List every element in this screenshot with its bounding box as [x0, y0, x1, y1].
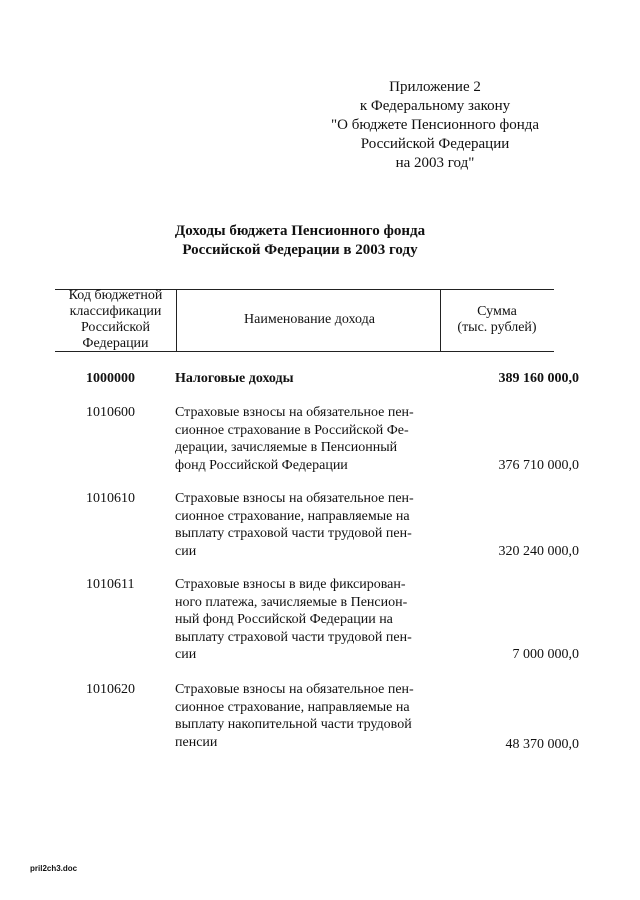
row-name [175, 681, 443, 751]
row-name-line: дерации, зачисляемые в Пенсионный [175, 440, 398, 455]
row-name-line: сии [175, 543, 197, 559]
annex-line: Приложение 2 [389, 79, 481, 95]
annex-line: "О бюджете Пенсионного фонда [330, 117, 540, 133]
row-name-line: выплату страховой части трудовой пен- [175, 526, 412, 541]
row-code: 1000000 [86, 371, 135, 386]
row-name-line: Страховые взносы в виде фиксирован- [175, 577, 406, 592]
row-code: 1010611 [86, 577, 135, 592]
row-amount: 376 710 000,0 [498, 457, 579, 473]
row-name-line: ный фонд Российской Федерации на [175, 612, 393, 627]
header-code-line: Федерации [82, 336, 149, 351]
title-line-1: Доходы бюджета Пенсионного фонда [174, 223, 426, 239]
row-name-line: фонд Российской Федерации [175, 457, 348, 473]
row-amount: 7 000 000,0 [512, 647, 579, 662]
header-code-line: Российской [80, 320, 150, 335]
header-name-label: Наименование дохода [244, 312, 375, 327]
row-name-line: Страховые взносы на обязательное пен- [175, 405, 414, 420]
footer-filename: pril2ch3.doc [30, 864, 78, 873]
row-code: 1010600 [86, 405, 135, 420]
header-name-cell [177, 289, 442, 351]
annex-line: Российской Федерации [360, 136, 510, 152]
row-name-line: выплату страховой части трудовой пен- [175, 629, 412, 645]
row-name-line: сионное страхование в Российской Фе- [175, 422, 409, 438]
annex-line: на 2003 год" [395, 155, 475, 171]
row-name [175, 404, 443, 474]
row-name-line: пенсии [175, 734, 218, 750]
row-name-line: сии [175, 647, 197, 662]
header-code-line: Код бюджетной [68, 288, 163, 303]
row-name [175, 490, 443, 560]
header-sum-cell [440, 289, 554, 351]
header-code-cell [55, 289, 176, 351]
header-code-line: классификации [69, 304, 162, 319]
row-name-line: ного платежа, зачисляемые в Пенсион- [175, 594, 408, 610]
row-name-line: сионное страхование, направляемые на [175, 699, 410, 715]
row-name [175, 370, 443, 388]
row-code: 1010620 [86, 682, 135, 697]
row-amount: 320 240 000,0 [498, 543, 579, 559]
header-sum-line: (тыс. рублей) [457, 320, 537, 335]
annex-line: к Федеральному закону [359, 98, 511, 114]
row-name-line: Страховые взносы на обязательное пен- [175, 491, 414, 506]
row-name-line: Страховые взносы на обязательное пен- [175, 682, 414, 697]
row-code: 1010610 [86, 491, 135, 506]
title-line-2: Российской Федерации в 2003 году [182, 242, 418, 258]
header-sum-line: Сумма [477, 304, 517, 319]
row-name-line: сионное страхование, направляемые на [175, 508, 410, 524]
row-name [175, 576, 443, 664]
document-title [120, 222, 480, 260]
row-name-line: выплату накопительной части трудовой [175, 717, 412, 732]
annex-block [300, 78, 570, 173]
row-amount: 48 370 000,0 [505, 737, 579, 752]
row-name-line: Налоговые доходы [175, 371, 294, 386]
row-amount: 389 160 000,0 [498, 371, 579, 386]
